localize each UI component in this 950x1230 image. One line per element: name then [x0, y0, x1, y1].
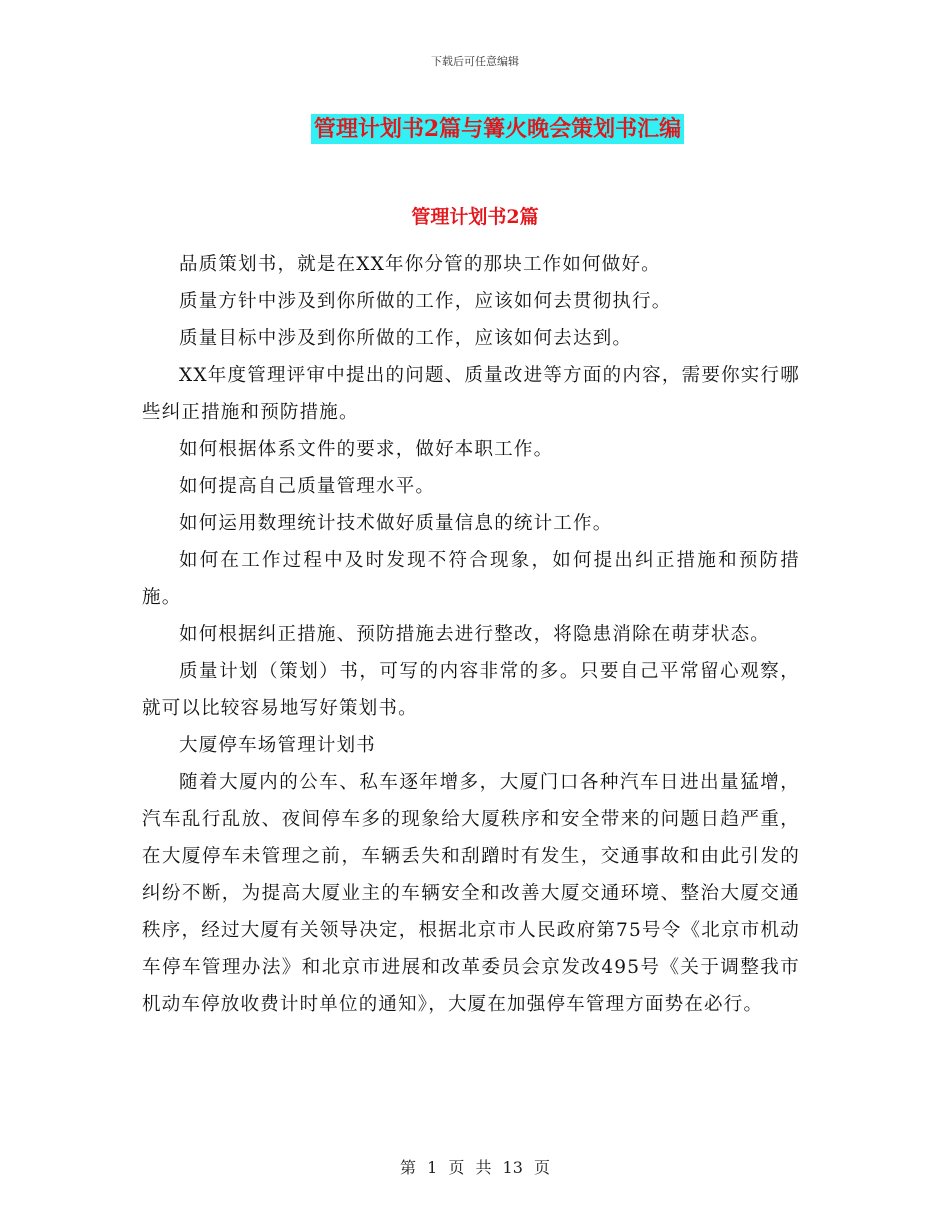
- paragraph: 如何提高自己质量管理水平。: [179, 476, 436, 497]
- paragraph: 随着大厦内的公车、私车逐年增多，大厦门口各种汽车日进出量猛增，汽车乱行乱放、夜间停车多的现象给大厦秩序和安全带来的问题日趋严重，在大厦停车未管理之前，车辆丢失和刮蹭时有发生，交通事故和由此引发的纠纷不断，为提高大厦业主的车辆安全和改善大厦交通环境、整治大厦交通秩序，经过大厦有关领导决定，根据北京市人民政府第75号令《北京市机动车停车管理办法》和北京市进展和改革委员会京发改495号《关于调整我市机动车停放收费计时单位的通知》，大厦在加强停车管理方面势在必行。: [142, 772, 800, 1015]
- header-note: 下载后可任意编辑: [431, 55, 519, 68]
- document-title: 管理计划书2篇与篝火晚会策划书汇编: [311, 114, 684, 144]
- paragraph: 如何根据纠正措施、预防措施去进行整改，将隐患消除在萌芽状态。: [179, 624, 771, 645]
- paragraph: XX年度管理评审中提出的问题、质量改进等方面的内容，需要你实行哪些纠正措施和预防措施。: [142, 365, 800, 423]
- paragraph: 如何根据体系文件的要求，做好本职工作。: [179, 439, 554, 460]
- section-title: 管理计划书2篇: [411, 206, 539, 228]
- subheading-paragraph: 大厦停车场管理计划书: [179, 735, 377, 756]
- page-number-footer: 第 1 页 共 13 页: [400, 1158, 550, 1177]
- paragraph: 如何运用数理统计技术做好质量信息的统计工作。: [179, 513, 613, 534]
- document-body: [142, 246, 800, 1023]
- paragraph: 如何在工作过程中及时发现不符合现象，如何提出纠正措施和预防措施。: [142, 550, 800, 608]
- paragraph: 质量计划（策划）书，可写的内容非常的多。只要自己平常留心观察，就可以比较容易地写好策划书。: [142, 661, 800, 719]
- paragraph: 品质策划书，就是在XX年你分管的那块工作如何做好。: [179, 254, 661, 275]
- paragraph: 质量方针中涉及到你所做的工作，应该如何去贯彻执行。: [179, 291, 672, 312]
- paragraph: 质量目标中涉及到你所做的工作，应该如何去达到。: [179, 328, 633, 349]
- document-title-container: [0, 114, 950, 144]
